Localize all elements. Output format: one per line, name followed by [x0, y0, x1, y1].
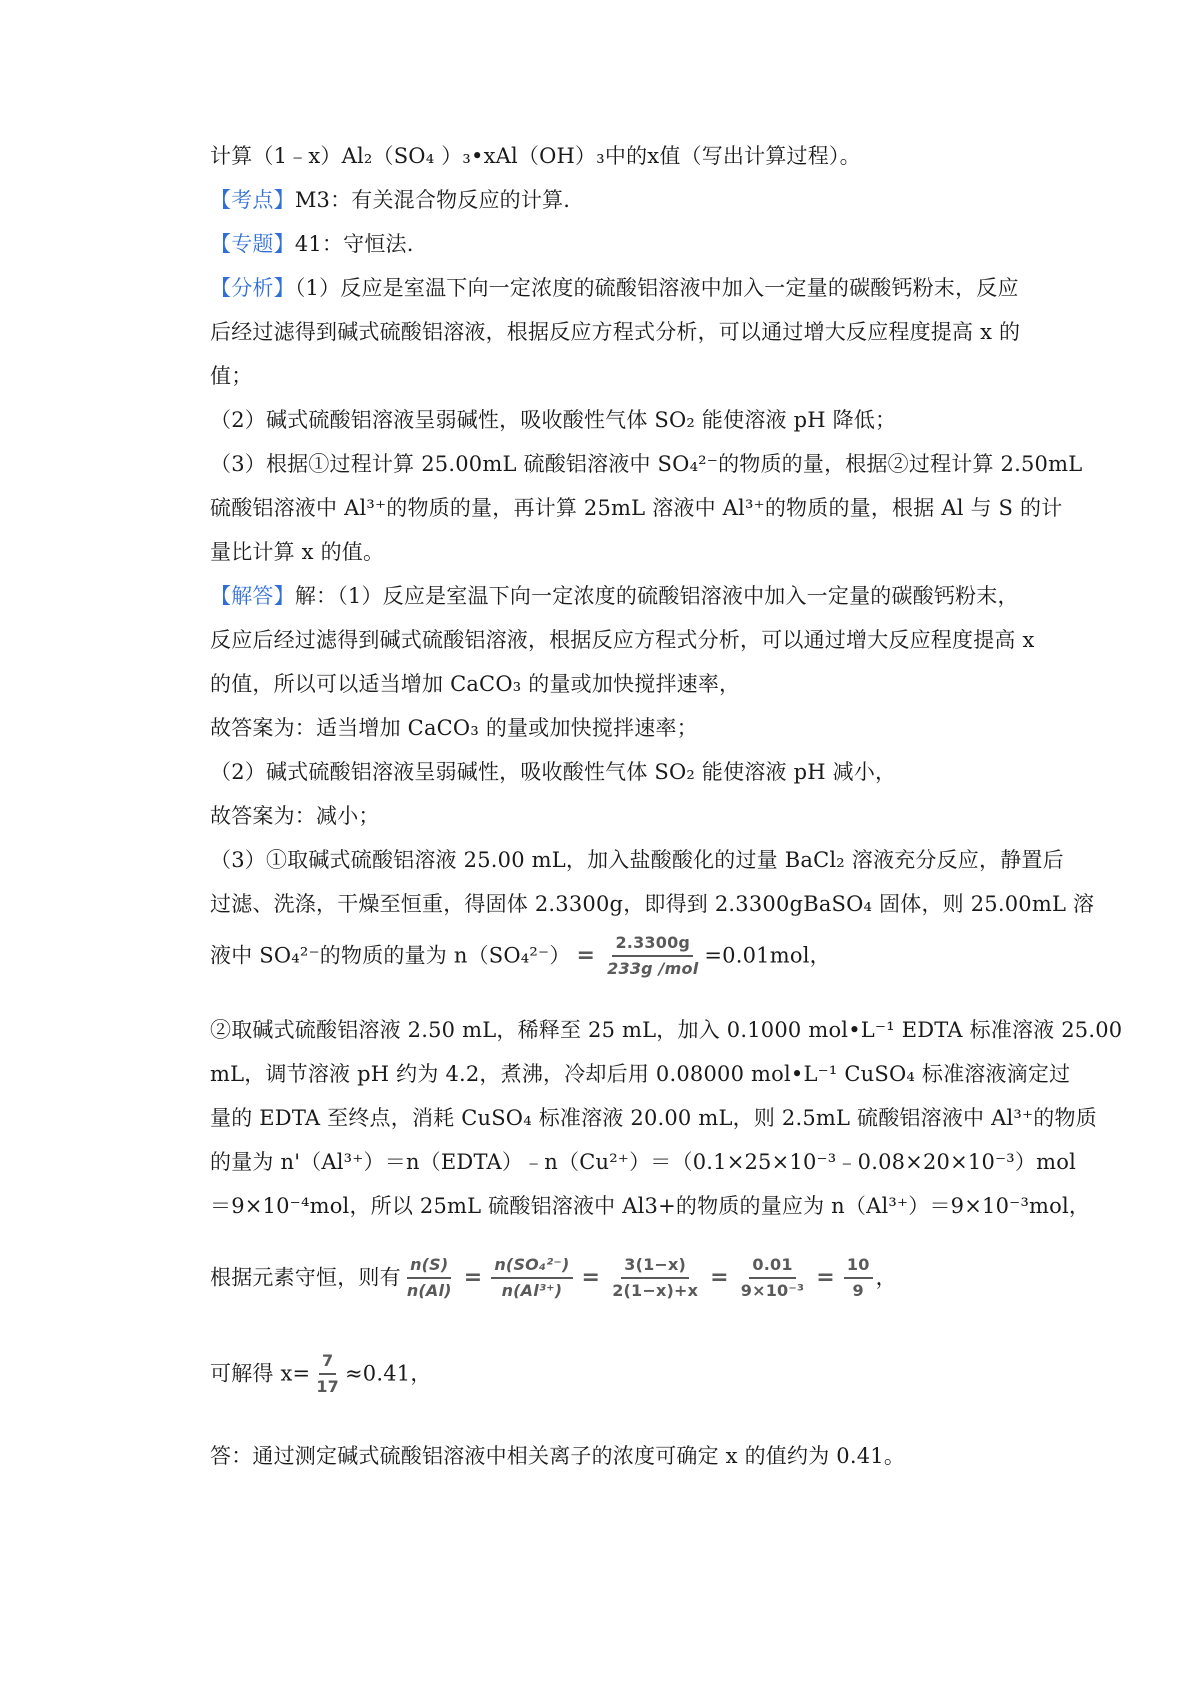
sulfate-equation-line: [210, 930, 831, 980]
answer-line: ＝9×10⁻⁴mol，所以 25mL 硫酸铝溶液中 Al3+的物质的量应为 n（Al³⁺）＝9×10⁻³mol，: [210, 1194, 1091, 1218]
zhuanti-line: [210, 230, 414, 258]
ratio-fraction-4: $\frac{0.01}{\text{9×10⁻³}}$: [740, 1254, 805, 1300]
equation-result: =0.01mol，: [704, 943, 831, 968]
zhuanti-text: 41：守恒法.: [294, 232, 414, 256]
equals-sign: =: [463, 1264, 483, 1290]
analysis-line: 值；: [210, 364, 253, 388]
equation-text: 根据元素守恒，则有: [210, 1265, 401, 1290]
x-approx: ≈0.41，: [345, 1361, 432, 1386]
question-line: 计算（1﹣x）Al₂（SO₄ ）₃•xAl（OH）₃中的x值（写出计算过程）。: [210, 144, 861, 168]
analysis-line: 量比计算 x 的值。: [210, 540, 385, 564]
jieda-text: 解：（1）反应是室温下向一定浓度的硫酸铝溶液中加入一定量的碳酸钙粉末，: [294, 584, 1019, 608]
analysis-line: 硫酸铝溶液中 Al³⁺的物质的量，再计算 25mL 溶液中 Al³⁺的物质的量，根据 Al 与 S 的计: [210, 496, 1063, 520]
equals-sign: =: [710, 1264, 729, 1290]
fenxi-line: [210, 274, 1019, 302]
mass-over-molar-fraction: [604, 933, 701, 979]
answer-line: （3）①取碱式硫酸铝溶液 25.00 mL，加入盐酸酸化的过量 BaCl₂ 溶液充分反应，静置后: [210, 848, 1064, 872]
jieda-line: [210, 582, 1019, 610]
answer-line: mL，调节溶液 pH 约为 4.2，煮沸，冷却后用 0.08000 mol•L⁻¹ CuSO₄ 标准溶液滴定过: [210, 1062, 1071, 1086]
answer-line: 过滤、洗涤，干燥至恒重，得固体 2.3300g，即得到 2.3300gBaSO₄ 固体，则 25.00mL 溶: [210, 892, 1095, 916]
final-answer-line: 答：通过测定碱式硫酸铝溶液中相关离子的浓度可确定 x 的值约为 0.41。: [210, 1444, 906, 1468]
ratio-fraction-3: $\frac{3(1-x)}{2(1-x)+x}$: [612, 1254, 699, 1300]
solution-line: [210, 1346, 432, 1400]
x-fraction: $\frac{7}{17}$: [316, 1350, 339, 1396]
answer-line: 反应后经过滤得到碱式硫酸铝溶液，根据反应方程式分析，可以通过增大反应程度提高 x: [210, 628, 1035, 652]
fenxi-tag: 【分析】: [210, 276, 295, 300]
answer-line: （2）碱式硫酸铝溶液呈弱碱性，吸收酸性气体 SO₂ 能使溶液 pH 减小，: [210, 760, 897, 784]
answer-line: 故答案为：适当增加 CaCO₃ 的量或加快搅拌速率；: [210, 716, 698, 740]
conservation-equation-line: 根据元素守恒，则有 $\frac{n(S)}{n(Al)}$ = $\frac{\text{n(SO₄²⁻)}}{\text{n(Al³⁺)}}$ = $\frac{3(1-x)}{2(1-x)+x}$ = $\frac{0.01}{\text{9×10⁻³}}$ = $\frac{10}{9}$ ，: [210, 1254, 897, 1300]
jieda-tag: 【解答】: [210, 584, 295, 608]
answer-line: 故答案为：减小；: [210, 804, 380, 828]
ratio-fraction-2: $\frac{\text{n(SO₄²⁻)}}{\text{n(Al³⁺)}}$: [491, 1255, 572, 1301]
equation-text: 液中 SO₄²⁻的物质的量为 n（SO₄²⁻）: [210, 943, 571, 968]
analysis-line: （3）根据①过程计算 25.00mL 硫酸铝溶液中 SO₄²⁻的物质的量，根据②过程计算 2.50mL: [210, 452, 1083, 476]
analysis-line: （2）碱式硫酸铝溶液呈弱碱性，吸收酸性气体 SO₂ 能使溶液 pH 降低；: [210, 408, 897, 432]
equals-sign: =: [581, 1264, 601, 1290]
kaodian-line: [210, 186, 570, 214]
answer-line: 的量为 n'（Al³⁺）＝n（EDTA）﹣n（Cu²⁺）＝（0.1×25×10⁻³﹣0.08×20×10⁻³）mol: [210, 1150, 1076, 1174]
fraction-denominator: 233g /mol: [607, 958, 699, 978]
kaodian-text: M3：有关混合物反应的计算.: [294, 188, 571, 212]
ratio-fraction-1: $\frac{n(S)}{n(Al)}$: [406, 1254, 452, 1300]
equation-text: 可解得 x=: [210, 1361, 311, 1386]
zhuanti-tag: 【专题】: [210, 232, 295, 256]
kaodian-tag: 【考点】: [210, 188, 295, 212]
ratio-fraction-5: $\frac{10}{9}$: [844, 1255, 873, 1301]
equals-sign: =: [816, 1264, 835, 1290]
analysis-line: 后经过滤得到碱式硫酸铝溶液，根据反应方程式分析，可以通过增大反应程度提高 x 的: [210, 320, 1021, 344]
fenxi-text: （1）反应是室温下向一定浓度的硫酸铝溶液中加入一定量的碳酸钙粉末，反应: [294, 276, 1019, 300]
fraction-numerator: 2.3300g: [612, 933, 693, 957]
answer-line: 量的 EDTA 至终点，消耗 CuSO₄ 标准溶液 20.00 mL，则 2.5mL 硫酸铝溶液中 Al³⁺的物质: [210, 1106, 1097, 1130]
equals-sign: =: [576, 942, 596, 968]
answer-line: 的值，所以可以适当增加 CaCO₃ 的量或加快搅拌速率，: [210, 672, 741, 696]
answer-line: ②取碱式硫酸铝溶液 2.50 mL，稀释至 25 mL，加入 0.1000 mol•L⁻¹ EDTA 标准溶液 25.00: [210, 1018, 1123, 1042]
